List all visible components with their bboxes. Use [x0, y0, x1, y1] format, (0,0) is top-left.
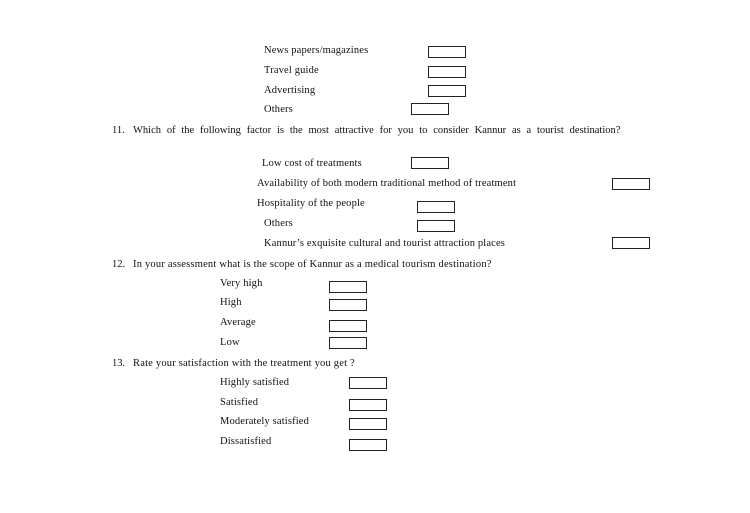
q12-checkbox-very-high[interactable]	[329, 281, 367, 293]
q11-checkbox-availability[interactable]	[612, 178, 650, 190]
checkbox-advertising[interactable]	[428, 85, 466, 97]
question-number-11: 11.	[112, 125, 125, 136]
q11-checkbox-hospitality[interactable]	[417, 201, 455, 213]
q12-checkbox-low[interactable]	[329, 337, 367, 349]
checkbox-travel-guide[interactable]	[428, 66, 466, 78]
question-text-11: Which of the following factor is the most attractive for you to consider Kannur as a tourist destination?	[133, 125, 621, 136]
q13-option-label-satisfied: Satisfied	[220, 397, 259, 408]
q13-checkbox-highly-satisfied[interactable]	[349, 377, 387, 389]
q11-checkbox-cultural[interactable]	[612, 237, 650, 249]
q11-checkbox-low-cost[interactable]	[411, 157, 449, 169]
q13-option-label-highly-satisfied: Highly satisfied	[220, 377, 290, 388]
checkbox-newspapers[interactable]	[428, 46, 466, 58]
q12-checkbox-high[interactable]	[329, 299, 367, 311]
q13-checkbox-moderately-satisfied[interactable]	[349, 418, 387, 430]
option-label-others: Others	[264, 104, 293, 115]
option-label-advertising: Advertising	[264, 85, 316, 96]
q11-option-label-low-cost: Low cost of treatments	[262, 158, 362, 169]
q12-option-label-very-high: Very high	[220, 278, 263, 289]
question-number-12: 12.	[112, 259, 126, 270]
q13-option-label-moderately-satisfied: Moderately satisfied	[220, 416, 310, 427]
q11-checkbox-others[interactable]	[417, 220, 455, 232]
option-label-travel-guide: Travel guide	[264, 65, 319, 76]
option-label-newspapers: News papers/magazines	[264, 45, 369, 56]
q13-option-label-dissatisfied: Dissatisfied	[220, 436, 272, 447]
q12-option-label-average: Average	[220, 317, 256, 328]
q11-option-label-others: Others	[264, 218, 293, 229]
q12-option-label-high: High	[220, 297, 242, 308]
question-text-12: In your assessment what is the scope of Kannur as a medical tourism destination?	[133, 259, 492, 270]
q11-option-label-cultural: Kannur’s exquisite cultural and tourist attraction places	[264, 238, 506, 249]
q12-checkbox-average[interactable]	[329, 320, 367, 332]
question-number-13: 13.	[112, 358, 126, 369]
q11-option-label-hospitality: Hospitality of the people	[257, 198, 365, 209]
q11-option-label-availability: Availability of both modern traditional method of treatment	[257, 178, 517, 189]
q13-checkbox-dissatisfied[interactable]	[349, 439, 387, 451]
question-text-13: Rate your satisfaction with the treatment you get ?	[133, 358, 355, 369]
q12-option-label-low: Low	[220, 337, 240, 348]
checkbox-others[interactable]	[411, 103, 449, 115]
q13-checkbox-satisfied[interactable]	[349, 399, 387, 411]
